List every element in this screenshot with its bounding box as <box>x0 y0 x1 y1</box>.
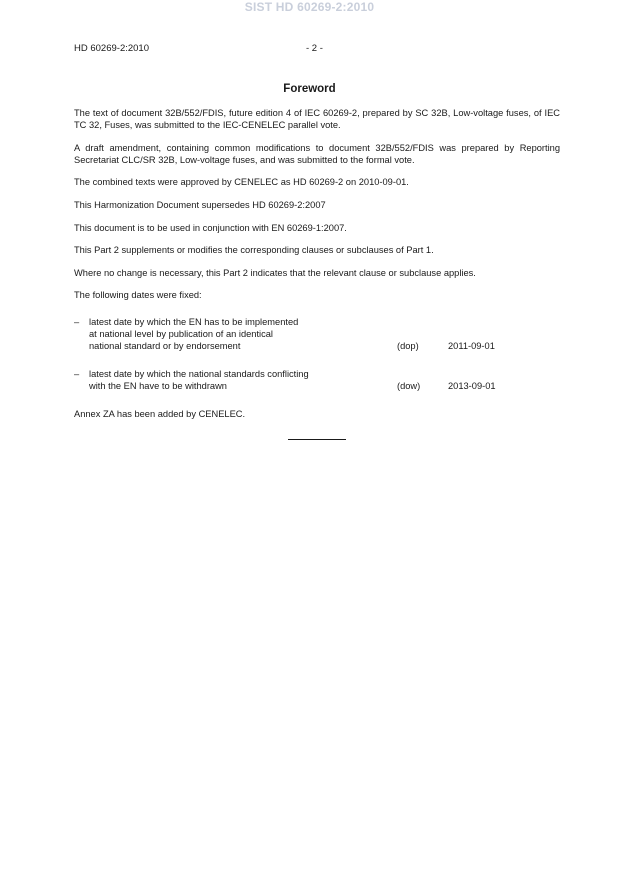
paragraph-supersedes: This Harmonization Document supersedes HD 60269-2:2007 <box>74 200 326 210</box>
paragraph-supplements: This Part 2 supplements or modifies the corresponding clauses or subclauses of Part 1. <box>74 245 434 255</box>
dow-line-1: latest date by which the national standards conflicting <box>89 369 309 379</box>
paragraph-approval: The combined texts were approved by CENELEC as HD 60269-2 on 2010-09-01. <box>74 177 409 187</box>
list-bullet: – <box>74 317 80 327</box>
list-bullet: – <box>74 369 80 379</box>
paragraph-amendment: A draft amendment, containing common modifications to document 32B/552/FDIS was prepared by Reporting Secretariat CLC/SR 32B, Low-voltage fuses, and was submitted to the formal vote. <box>74 143 560 165</box>
end-rule <box>288 439 346 440</box>
paragraph-no-change: Where no change is necessary, this Part 2 indicates that the relevant clause or subclause applies. <box>74 268 476 278</box>
page-title: Foreword <box>283 83 336 95</box>
annex-note: Annex ZA has been added by CENELEC. <box>74 409 246 419</box>
paragraph-conjunction: This document is to be used in conjunction with EN 60269-1:2007. <box>74 223 347 233</box>
header-doc-id: HD 60269-2:2010 <box>74 43 149 54</box>
dop-abbr: (dop) <box>397 341 419 351</box>
dow-line-2: with the EN have to be withdrawn <box>89 381 227 391</box>
dow-date: 2013-09-01 <box>448 381 496 391</box>
dop-line-1: latest date by which the EN has to be implemented <box>89 317 299 327</box>
page-number: - 2 - <box>306 43 323 54</box>
dop-date: 2011-09-01 <box>448 341 495 351</box>
paragraph-intro: The text of document 32B/552/FDIS, future edition 4 of IEC 60269-2, prepared by SC 32B, Low-voltage fuses, of IEC TC 32, Fuses, was submitted to the IEC-CENELEC parallel vote. <box>74 108 560 130</box>
paragraph-dates-fixed: The following dates were fixed: <box>74 290 202 300</box>
dop-line-2: at national level by publication of an identical <box>89 329 273 339</box>
dow-abbr: (dow) <box>397 381 421 391</box>
watermark: SIST HD 60269-2:2010 <box>244 0 375 14</box>
dop-line-3: national standard or by endorsement <box>89 341 241 351</box>
